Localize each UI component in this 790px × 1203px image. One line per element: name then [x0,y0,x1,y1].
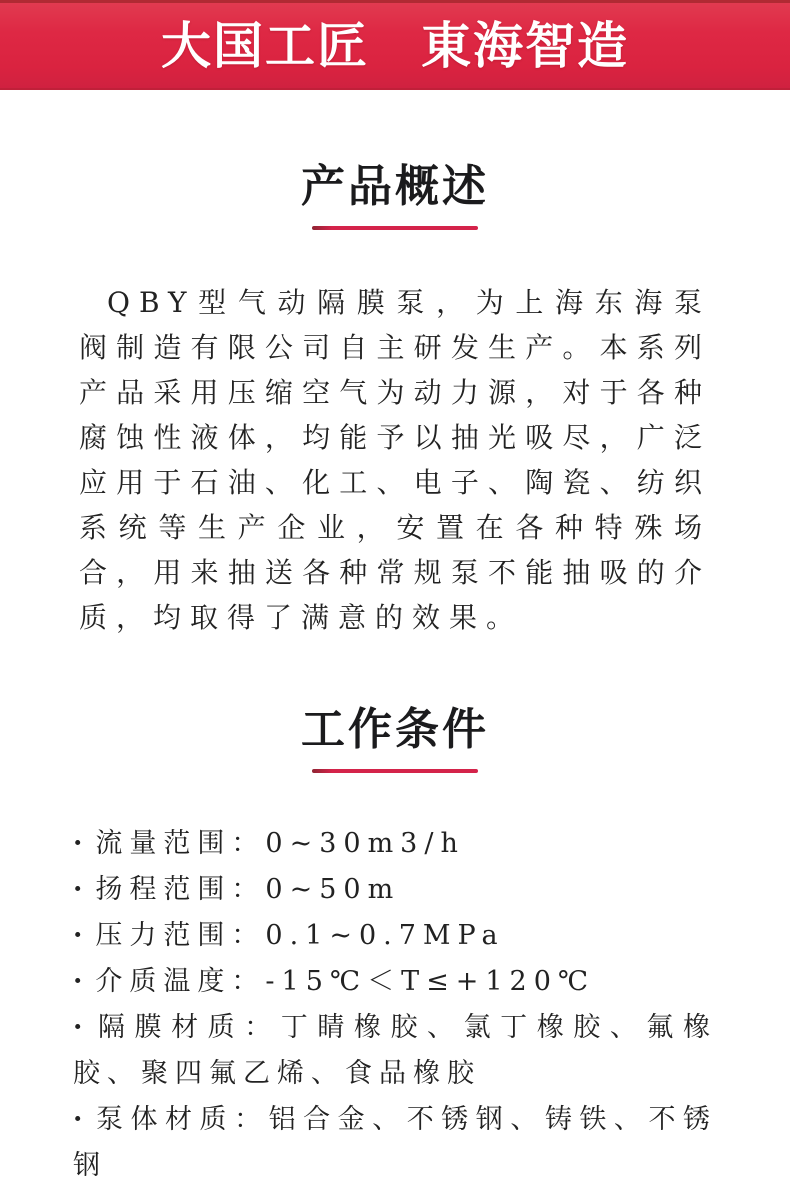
condition-text: 流量范围：0~30m3/h [95,828,465,859]
title-underline [312,226,478,230]
bullet-icon: · [73,966,90,997]
overview-paragraph: QBY型气动隔膜泵，为上海东海泵阀制造有限公司自主研发生产。本系列产品采用压缩空气为动力源，对于各种腐蚀性液体，均能予以抽光吸尽，广泛应用于石油、化工、电子、陶瓷、纺织系统等生产企业，安置在各种特殊场合，用来抽送各种常规泵不能抽吸的介质，均取得了满意的效果。 [79,286,711,634]
conditions-section-header [0,704,790,773]
list-item [73,1097,717,1189]
bullet-icon: · [73,920,90,951]
condition-text: 压力范围：0.1~0.7MPa [95,920,505,951]
list-item [73,1005,717,1097]
condition-text: 介质温度：-15℃＜T≤+120℃ [95,966,596,997]
condition-text: 隔膜材质：丁睛橡胶、氯丁橡胶、氟橡胶、聚四氟乙烯、食品橡胶 [73,1012,717,1089]
working-conditions-list [73,821,717,1189]
condition-text: 泵体材质：铝合金、不锈钢、铸铁、不锈钢 [73,1104,717,1181]
list-item [73,867,717,913]
list-item [73,959,717,1005]
list-item [73,913,717,959]
bullet-icon: · [73,874,90,905]
bullet-icon: · [73,828,90,859]
overview-section-header [0,161,790,230]
bullet-icon: · [73,1012,90,1043]
condition-text: 扬程范围：0~50m [95,874,401,905]
list-item [73,821,717,867]
top-banner [0,0,790,90]
conditions-section-title: 工作条件 [301,704,489,755]
overview-section-title: 产品概述 [301,161,489,212]
title-underline [312,769,478,773]
banner-slogan: 大国工匠 東海智造 [161,16,629,75]
bullet-icon: · [73,1104,90,1135]
